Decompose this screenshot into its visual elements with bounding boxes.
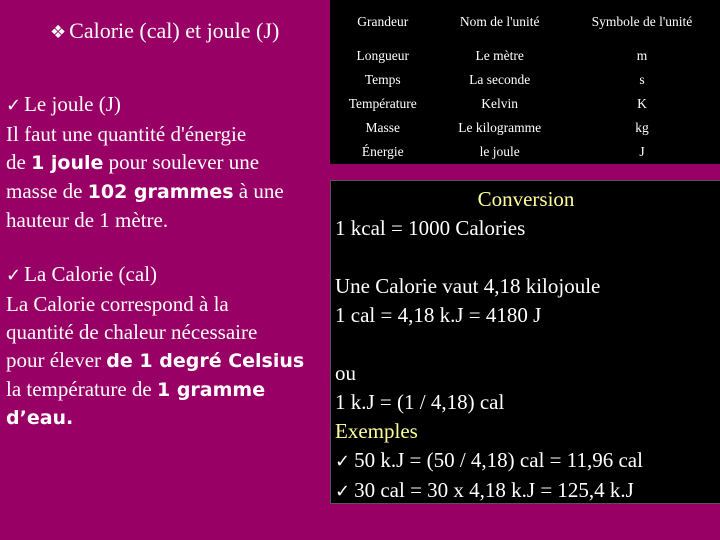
calorie-line-3 [6,346,304,375]
slide-title [50,18,279,44]
calorie-line-2: quantité de chaleur nécessaire [6,320,258,344]
calorie-line-1: La Calorie correspond à la [6,292,229,316]
example-line [331,446,720,476]
calorie-l3-a: pour élever [6,348,107,372]
calorie-l4-a: la température de [6,377,157,401]
joule-line-2 [6,148,284,177]
check-icon: ✓ [335,481,351,502]
joule-l3-bold: 102 grammes [87,181,234,203]
slide-title-text: Calorie (cal) et joule (J) [69,18,280,43]
calorie-line-5: d’eau. [6,407,74,429]
table-cell: K [564,92,720,116]
table-cell: Longueur [330,44,435,68]
check-icon: ✓ [6,265,22,286]
table-cell: Kelvin [435,92,563,116]
joule-line-1: Il faut une quantité d'énergie [6,122,247,146]
table-row [330,92,720,116]
table-cell: kg [564,116,720,140]
table-header: Grandeur [330,0,435,44]
table-cell: le joule [435,140,563,164]
joule-heading-text: Le joule (J) [24,92,121,116]
table-cell: Le mètre [435,44,563,68]
diamond-bullet-icon: ❖ [50,22,67,43]
joule-line-4: hauteur de 1 mètre. [6,208,169,232]
table-row [330,140,720,164]
joule-heading [6,90,284,120]
table-cell: Temps [330,68,435,92]
example-text: 30 cal = 30 x 4,18 k.J = 125,4 k.J [354,478,634,502]
table-cell: Le kilogramme [435,116,563,140]
units-table [330,0,720,164]
table-cell: Masse [330,116,435,140]
check-icon: ✓ [335,451,351,472]
conversion-line: 1 k.J = (1 / 4,18) cal [335,390,505,414]
table-cell: Énergie [330,140,435,164]
table-cell: J [564,140,720,164]
examples-heading: Exemples [335,419,418,443]
joule-line-3 [6,177,284,206]
table-row [330,68,720,92]
table-row [330,116,720,140]
table-cell: La seconde [435,68,563,92]
example-line [331,476,720,506]
calorie-l3-bold: de 1 degré Celsius [106,350,305,372]
calorie-heading [6,260,304,290]
calorie-section [6,260,304,432]
joule-l2-bold: 1 joule [31,152,104,174]
table-cell: Température [330,92,435,116]
table-row [330,44,720,68]
table-cell: s [564,68,720,92]
table-header: Symbole de l'unité [564,0,720,44]
joule-l2-c: pour soulever une [103,150,260,174]
calorie-l4-bold: 1 gramme [157,379,266,401]
conversion-box [330,180,720,504]
joule-l2-a: de [6,150,32,174]
check-icon: ✓ [6,95,22,116]
calorie-line-4 [6,375,304,404]
conversion-line: 1 cal = 4,18 k.J = 4180 J [335,303,542,327]
joule-l3-a: masse de [6,179,88,203]
table-cell: m [564,44,720,68]
table-header: Nom de l'unité [435,0,563,44]
conversion-line: Une Calorie vaut 4,18 kilojoule [335,274,601,298]
conversion-line: ou [335,361,356,385]
example-text: 50 k.J = (50 / 4,18) cal = 11,96 cal [354,448,643,472]
calorie-heading-text: La Calorie (cal) [24,262,158,286]
table-header-row [330,0,720,44]
joule-l3-c: à une [233,179,284,203]
conversion-title: Conversion [477,187,575,211]
conversion-line: 1 kcal = 1000 Calories [335,216,526,240]
joule-section [6,90,284,234]
